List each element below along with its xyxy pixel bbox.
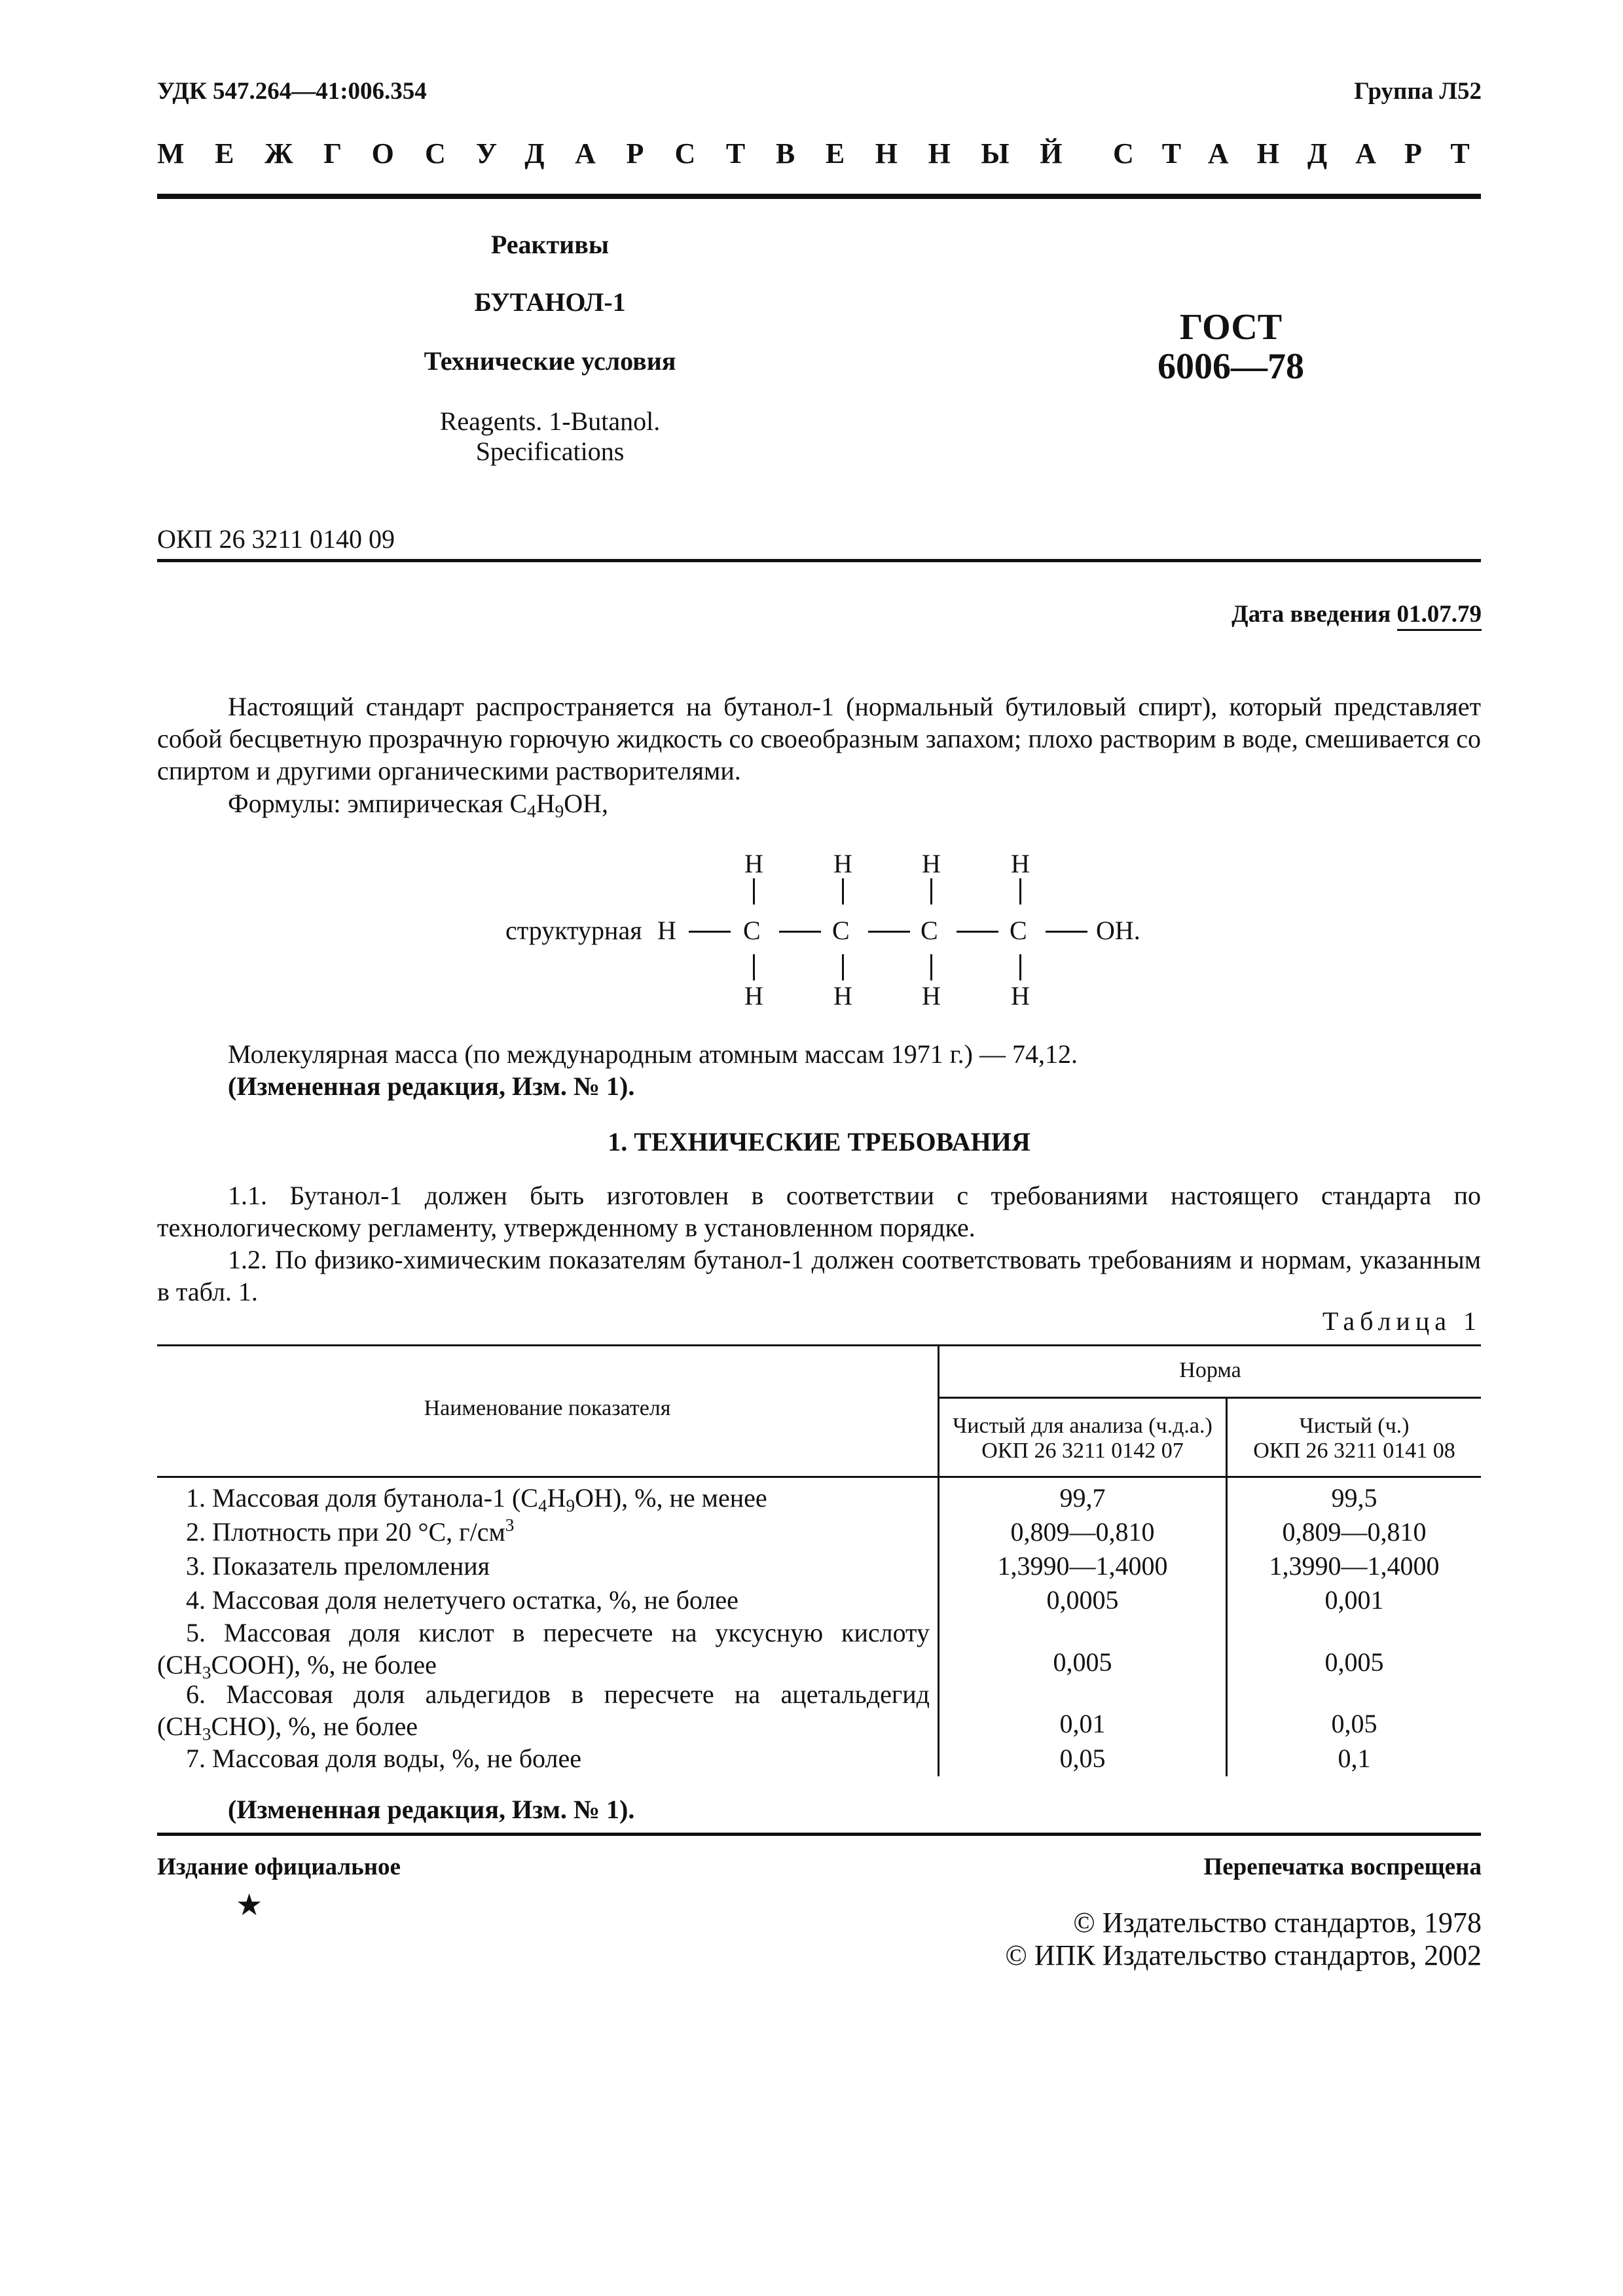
amendment-note: (Измененная редакция, Изм. № 1).	[228, 1071, 635, 1101]
reprint-notice: Перепечатка воспрещена	[1203, 1854, 1482, 1880]
formula-label: Формулы: эмпирическая	[228, 789, 503, 818]
header-norm: Норма	[1179, 1358, 1241, 1382]
classification-group: Группа Л52	[1354, 78, 1482, 105]
star-icon: ★	[236, 1888, 263, 1922]
official-edition: Издание официальное	[157, 1854, 401, 1880]
table-row-name: 1. Массовая доля бутанола-1 $(C_4H_9OH)$, %, не менее	[186, 1483, 767, 1516]
structure-oh: OH.	[1096, 916, 1140, 945]
section-title: 1. ТЕХНИЧЕСКИЕ ТРЕБОВАНИЯ	[608, 1127, 1030, 1157]
table-cell-analytical: 0,0005	[1046, 1585, 1119, 1615]
gost-label: ГОСТ	[1179, 307, 1283, 348]
molecular-mass: Молекулярная масса (по международным атомным массам 1971 г.) — 74,12.	[228, 1039, 1078, 1069]
table-row-name: 3. Показатель преломления	[186, 1551, 490, 1581]
bond	[1046, 931, 1087, 933]
document-category: Реактивы	[490, 230, 610, 259]
bond	[753, 954, 755, 980]
structure-left-h: H	[657, 916, 676, 945]
header-analytical-grade: Чистый для анализа (ч.д.а.) ОКП 26 3211 0142 07	[953, 1414, 1213, 1463]
table-cell-analytical: 0,01	[1059, 1709, 1106, 1738]
english-title-line1: Reagents. 1-Butanol.	[439, 406, 661, 436]
document-subtitle: Технические условия	[424, 346, 676, 376]
introduction-date-label: Дата введения	[1231, 601, 1391, 628]
bond	[868, 931, 910, 933]
footer-rule	[157, 1833, 1481, 1836]
table-top-border	[157, 1344, 1481, 1346]
table-caption: Таблица 1	[1322, 1306, 1482, 1336]
clause-1-2: 1.2. По физико-химическим показателям бутанол-1 должен соответствовать требованиям и нормам, указанным в табл. 1.	[157, 1245, 1481, 1306]
intro-paragraph: Настоящий стандарт распространяется на бутанол-1 (нормальный бутиловый спирт), который представляет собой бесцветную прозрачную горючую жидкость со своеобразным запахом; плохо растворим в воде, смешивается со спиртом и другими органическими растворителями.	[157, 692, 1481, 785]
bond	[842, 954, 844, 980]
header-rule	[157, 194, 1481, 199]
table-cell-pure: 0,05	[1331, 1709, 1377, 1738]
top-hydrogen: H	[744, 849, 763, 878]
bond	[779, 931, 821, 933]
introduction-date-value: 01.07.79	[1397, 601, 1482, 631]
product-name: БУТАНОЛ-1	[474, 287, 626, 317]
table-cell-analytical: 0,05	[1059, 1744, 1106, 1773]
top-hydrogen: H	[1011, 849, 1030, 878]
table-row-name: 5. Массовая доля кислот в пересчете на уксусную кислоту $(CH_3COOH)$, %, не более	[157, 1618, 930, 1683]
okp-rule	[157, 559, 1481, 562]
gost-number: 6006—78	[1158, 346, 1304, 387]
table-row-name: 4. Массовая доля нелетучего остатка, %, не более	[186, 1585, 739, 1615]
bottom-hydrogen: H	[1011, 981, 1030, 1011]
table-cell-pure: 1,3990—1,4000	[1269, 1551, 1440, 1581]
english-title-line2: Specifications	[475, 437, 625, 466]
bond	[957, 931, 998, 933]
carbon-3: C	[921, 916, 938, 945]
top-hydrogen: H	[922, 849, 941, 878]
table-header-bottom-border	[157, 1476, 1481, 1478]
bond	[842, 878, 844, 905]
carbon-4: C	[1010, 916, 1027, 945]
table-cell-analytical: 99,7	[1059, 1483, 1106, 1513]
empirical-formula: $C_4H_9OH$,	[509, 789, 608, 821]
table-cell-pure: 0,809—0,810	[1282, 1517, 1427, 1547]
carbon-1: C	[743, 916, 761, 945]
bond	[689, 931, 731, 933]
bottom-hydrogen: H	[922, 981, 941, 1011]
table-cell-analytical: 0,005	[1053, 1647, 1112, 1677]
table-row-name: 7. Массовая доля воды, %, не более	[186, 1744, 581, 1773]
udk-code: УДК 547.264—41:006.354	[157, 78, 427, 105]
bond	[930, 954, 932, 980]
bond	[930, 878, 932, 905]
standard-banner-right: СТАНДАРТ	[1113, 137, 1498, 170]
header-indicator: Наименование показателя	[424, 1396, 671, 1420]
top-hydrogen: H	[833, 849, 852, 878]
bottom-hydrogen: H	[833, 981, 852, 1011]
bond	[1019, 954, 1021, 980]
table-cell-pure: 0,001	[1324, 1585, 1384, 1615]
carbon-2: C	[832, 916, 850, 945]
table-row-name: 2. Плотность при 20 °С, $г/см^3$	[186, 1515, 515, 1547]
table-cell-analytical: 0,809—0,810	[1010, 1517, 1155, 1547]
table-cell-analytical: 1,3990—1,4000	[997, 1551, 1168, 1581]
table-header-divider	[939, 1397, 1481, 1399]
header-pure-grade: Чистый (ч.) ОКП 26 3211 0141 08	[1253, 1414, 1455, 1463]
introduction-date	[1231, 600, 1482, 630]
empirical-formula-line	[228, 787, 608, 819]
bond	[1019, 878, 1021, 905]
clause-1-1: 1.1. Бутанол-1 должен быть изготовлен в соответствии с требованиями настоящего стандарта по технологическому регламенту, утвержденному в установленном порядке.	[157, 1181, 1481, 1242]
amendment-note: (Измененная редакция, Изм. № 1).	[228, 1795, 635, 1824]
bond	[753, 878, 755, 905]
standard-banner-left: МЕЖГОСУДАРСТВЕННЫЙ	[157, 137, 1093, 170]
structure-label: структурная	[505, 916, 642, 945]
okp-code: ОКП 26 3211 0140 09	[157, 524, 395, 554]
bottom-hydrogen: H	[744, 981, 763, 1011]
table-cell-pure: 0,005	[1324, 1647, 1384, 1677]
copyright-1978: © Издательство стандартов, 1978	[1073, 1907, 1482, 1939]
table-row-name: 6. Массовая доля альдегидов в пересчете на ацетальдегид $(CH_3CHO)$, %, не более	[157, 1679, 930, 1744]
table-cell-pure: 99,5	[1331, 1483, 1377, 1513]
copyright-2002: © ИПК Издательство стандартов, 2002	[1005, 1939, 1482, 1971]
table-cell-pure: 0,1	[1338, 1744, 1371, 1773]
